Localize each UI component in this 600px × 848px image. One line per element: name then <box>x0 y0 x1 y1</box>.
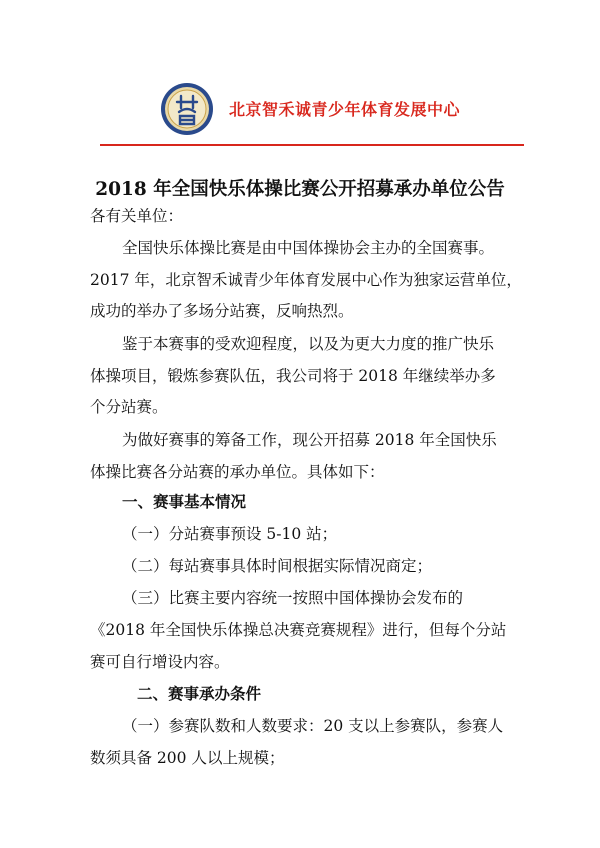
list-item: （一）分站赛事预设 5-10 站； <box>122 525 338 543</box>
list-item-continuation: 赛可自行增设内容。 <box>90 653 230 671</box>
paragraph-line: 个分站赛。 <box>90 398 168 416</box>
organization-name: 北京智禾诚青少年体育发展中心 <box>229 100 461 119</box>
paragraph-line: 全国快乐体操比赛是由中国体操协会主办的全国赛事。 <box>122 239 495 257</box>
zhi-seal-logo <box>160 82 214 136</box>
paragraph-line: 成功的举办了多场分站赛，反响热烈。 <box>90 302 354 320</box>
list-item: （一）参赛队数和人数要求：20 支以上参赛队，参赛人 <box>122 717 504 735</box>
paragraph-line: 体操比赛各分站赛的承办单位。具体如下： <box>90 463 385 481</box>
paragraph-line: 2017 年，北京智禾诚青少年体育发展中心作为独家运营单位， <box>90 271 522 289</box>
section-heading: 二、赛事承办条件 <box>137 685 262 703</box>
paragraph-line: 鉴于本赛事的受欢迎程度，以及为更大力度的推广快乐 <box>122 335 495 353</box>
list-item-continuation: 《2018 年全国快乐体操总决赛竞赛规程》进行，但每个分站 <box>90 621 507 639</box>
document-title: 2018 年全国快乐体操比赛公开招募承办单位公告 <box>95 179 505 200</box>
section-heading: 一、赛事基本情况 <box>122 493 247 511</box>
paragraph-line: 为做好赛事的筹备工作，现公开招募 2018 年全国快乐 <box>122 431 497 449</box>
paragraph-line: 体操项目，锻炼参赛队伍，我公司将于 2018 年继续举办多 <box>90 367 496 385</box>
salutation: 各有关单位： <box>90 207 184 225</box>
list-item: （二）每站赛事具体时间根据实际情况商定； <box>122 557 433 575</box>
header-divider <box>100 144 524 146</box>
list-item-continuation: 数须具备 200 人以上规模； <box>90 749 285 767</box>
list-item: （三）比赛主要内容统一按照中国体操协会发布的 <box>122 589 464 607</box>
